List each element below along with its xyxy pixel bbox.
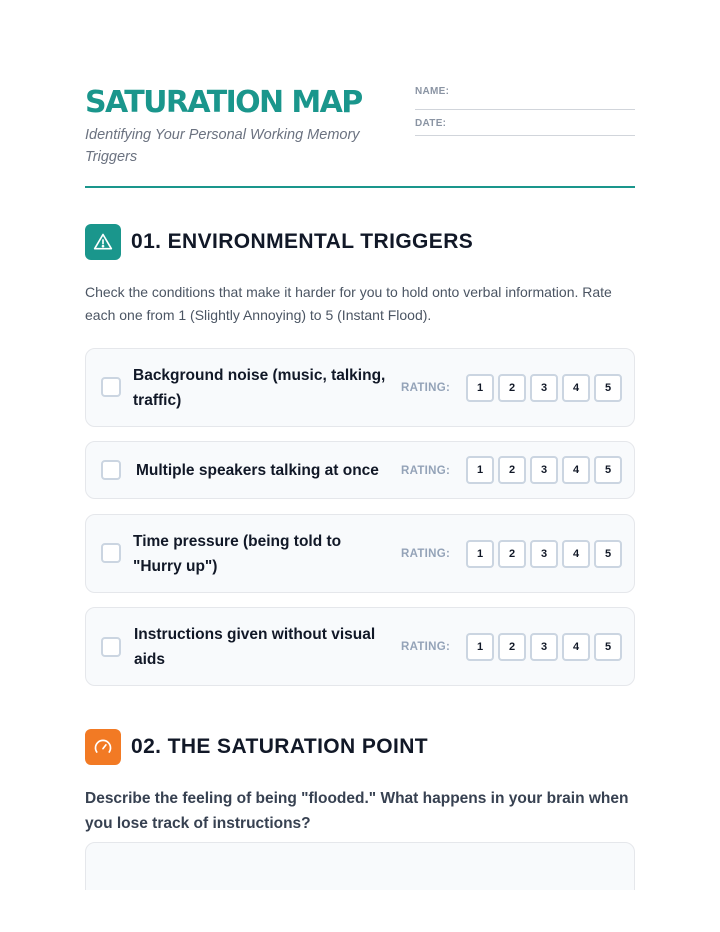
- trigger-checkbox[interactable]: [101, 637, 121, 657]
- trigger-card-time-pressure: [85, 514, 635, 593]
- rating-label: RATING:: [401, 641, 451, 653]
- rating-option-3[interactable]: 3: [530, 456, 558, 484]
- section-1-title: 01. ENVIRONMENTAL TRIGGERS: [131, 230, 474, 253]
- warning-triangle-icon: [85, 224, 121, 260]
- trigger-checkbox[interactable]: [101, 543, 121, 563]
- page-subtitle: Identifying Your Personal Working Memory Triggers: [85, 127, 360, 165]
- trigger-card-multiple-speakers: [85, 441, 635, 499]
- name-label: NAME:: [415, 86, 450, 97]
- trigger-card-background-noise: [85, 348, 635, 427]
- rating-option-4[interactable]: 4: [562, 374, 590, 402]
- trigger-label: Background noise (music, talking, traffic): [133, 367, 386, 409]
- rating-option-5[interactable]: 5: [594, 633, 622, 661]
- rating-label: RATING:: [401, 465, 451, 477]
- rating-option-2[interactable]: 2: [498, 456, 526, 484]
- rating-option-5[interactable]: 5: [594, 456, 622, 484]
- rating-option-3[interactable]: 3: [530, 374, 558, 402]
- rating-option-1[interactable]: 1: [466, 633, 494, 661]
- section-1-intro: Check the conditions that make it harder for you to hold onto verbal information. Rate each one from 1 (Slightly Annoying) to 5 (Instant Flood).: [85, 284, 612, 323]
- section-2-title: 02. THE SATURATION POINT: [131, 735, 429, 758]
- worksheet-header: [85, 84, 635, 188]
- meta-fields: [415, 84, 635, 136]
- reflection-question: Describe the feeling of being "flooded." What happens in your brain when you lose track of instructions?: [85, 790, 629, 832]
- rating-option-1[interactable]: 1: [466, 540, 494, 568]
- rating-scale: [466, 374, 622, 402]
- rating-label: RATING:: [401, 548, 451, 560]
- rating-option-3[interactable]: 3: [530, 540, 558, 568]
- rating-option-1[interactable]: 1: [466, 374, 494, 402]
- rating-option-2[interactable]: 2: [498, 540, 526, 568]
- trigger-checkbox[interactable]: [101, 460, 121, 480]
- rating-label: RATING:: [401, 382, 451, 394]
- page-bottom-edge: [0, 890, 720, 932]
- rating-option-3[interactable]: 3: [530, 633, 558, 661]
- rating-option-1[interactable]: 1: [466, 456, 494, 484]
- page-title: SATURATION MAP: [85, 85, 362, 120]
- trigger-card-no-visual-aids: [85, 607, 635, 686]
- trigger-checkbox[interactable]: [101, 377, 121, 397]
- date-label: DATE:: [415, 118, 447, 129]
- rating-scale: [466, 456, 622, 484]
- rating-option-2[interactable]: 2: [498, 374, 526, 402]
- rating-option-4[interactable]: 4: [562, 540, 590, 568]
- rating-option-5[interactable]: 5: [594, 540, 622, 568]
- gauge-icon: [85, 729, 121, 765]
- trigger-label: Multiple speakers talking at once: [136, 462, 379, 479]
- date-field[interactable]: [415, 110, 635, 136]
- name-field[interactable]: [415, 84, 635, 110]
- rating-scale: [466, 540, 622, 568]
- rating-option-5[interactable]: 5: [594, 374, 622, 402]
- trigger-label: Time pressure (being told to "Hurry up"): [133, 533, 342, 575]
- rating-option-2[interactable]: 2: [498, 633, 526, 661]
- trigger-label: Instructions given without visual aids: [134, 626, 376, 668]
- section-2-heading: [85, 729, 635, 765]
- section-1-heading: [85, 224, 635, 260]
- rating-option-4[interactable]: 4: [562, 633, 590, 661]
- rating-option-4[interactable]: 4: [562, 456, 590, 484]
- rating-scale: [466, 633, 622, 661]
